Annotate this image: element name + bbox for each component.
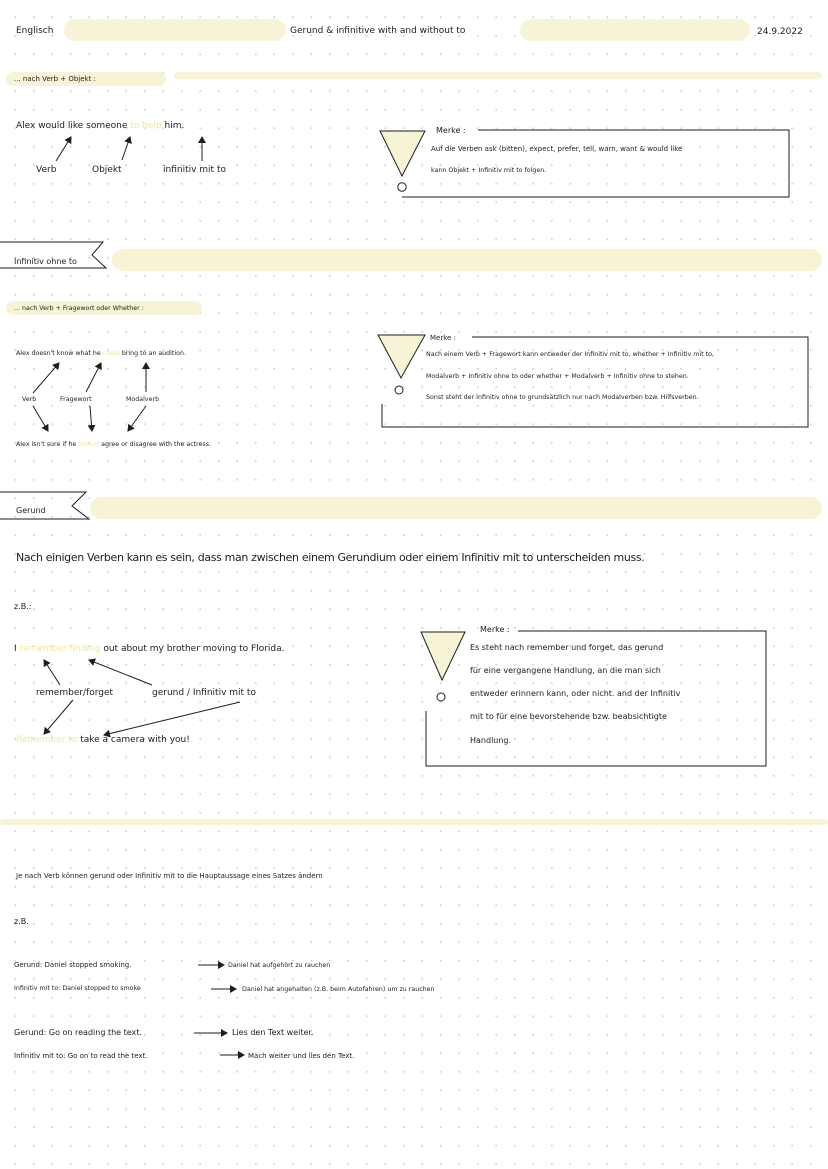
note3-title: Merke : — [480, 625, 510, 634]
note1-line1: Auf die Verben ask (bitten), expect, prefer, tell, warn, want & would like — [431, 145, 683, 153]
arrow — [89, 660, 152, 685]
example-label: Gerund: — [14, 961, 43, 969]
section2-banner-frame — [0, 242, 106, 268]
section2-banner-label: Infinitiv ohne to — [14, 257, 77, 266]
note3-box — [421, 631, 766, 766]
section4-arrows — [194, 965, 244, 1055]
note1-line2: kann Objekt + Infinitiv mit to folgen. — [431, 167, 547, 174]
highlighted-modal: should — [78, 441, 100, 448]
note-frame — [402, 130, 789, 197]
sentence-text: I — [14, 644, 17, 654]
warning-dot-icon — [437, 693, 445, 701]
warning-triangle-icon — [421, 632, 465, 680]
note3-line4: mit to für eine bevorstehende bzw. beabsichtigte — [470, 712, 667, 721]
note-frame — [382, 337, 808, 427]
example-english: Go on reading the text. — [48, 1028, 142, 1037]
highlighted-infinitive: to help — [130, 121, 162, 131]
label-question-word: Fragewort — [60, 396, 92, 403]
highlighted-infinitive: Remember to — [16, 735, 78, 745]
example4-translation: Mach weiter und lies den Text. — [248, 1052, 355, 1060]
example2-translation: Daniel hat angehalten (z.B. beim Autofahren) um zu rauchen — [242, 986, 435, 993]
example3-translation: Lies den Text weiter. — [232, 1028, 314, 1037]
sentence-text: take a camera with you! — [80, 735, 190, 745]
arrow — [44, 700, 73, 734]
arrow — [122, 137, 130, 160]
page-date: 24.9.2022 — [757, 27, 803, 37]
arrow — [33, 363, 59, 393]
label-object: Objekt — [92, 165, 122, 175]
example-english: Daniel stopped to smoke — [62, 985, 141, 992]
note3-line3: entweder erinnern kann, oder nicht. and der Infinitiv — [470, 689, 681, 698]
example-label: Gerund: — [14, 1028, 47, 1037]
section3-banner-label: Gerund — [16, 506, 46, 515]
section3-arrows — [44, 660, 240, 735]
highlighted-modal: could — [102, 350, 120, 357]
sentence-text: agree or disagree with the actress. — [101, 441, 212, 448]
note2-line1: Nach einem Verb + Fragewort kann entweder der Infinitiv mit to, whether + Infinitiv mit to, — [426, 351, 714, 358]
arrow — [128, 406, 146, 431]
section3-banner-frame — [0, 492, 89, 519]
label-verb: Verb — [36, 165, 57, 175]
sentence-text: Alex isn't sure if he — [16, 441, 77, 448]
example1-translation: Daniel hat aufgehört zu rauchen — [228, 962, 331, 969]
section1-arrows — [56, 137, 202, 161]
arrow — [104, 702, 240, 735]
section2-arrows — [33, 363, 146, 431]
warning-dot-icon — [395, 386, 403, 394]
example-label: Infinitiv mit to: — [14, 985, 61, 992]
sentence-text: out about my brother moving to Florida. — [103, 644, 285, 654]
warning-triangle-icon — [378, 335, 425, 378]
note3-line5: Handlung. — [470, 736, 512, 745]
note3-line2: für eine vergangene Handlung, an die man sich — [470, 666, 661, 675]
sentence-text: Alex would like someone — [16, 121, 128, 131]
subject-label: Englisch — [16, 26, 54, 36]
page-title: Gerund & infinitive with and without to — [290, 26, 466, 36]
note2-box — [378, 335, 808, 427]
example-english: Daniel stopped smoking. — [44, 961, 132, 969]
note3-line1: Es steht nach remember und forget, das gerund — [470, 643, 664, 652]
sentence-text: Alex doesn't know what he — [16, 350, 101, 357]
arrow — [86, 363, 101, 392]
note1-title: Merke : — [436, 126, 466, 135]
arrow — [33, 406, 48, 431]
sentence-text: him. — [164, 121, 185, 131]
section4-intro: Je nach Verb können gerund oder Infinitiv mit to die Hauptaussage eines Satzes ändern — [16, 872, 323, 880]
note2-line2: Modalverb + Infinitiv ohne to oder whether + Modalverb + Infinitiv ohne to stehen. — [426, 373, 689, 380]
example-label: Infinitiv mit to: — [14, 1052, 66, 1060]
warning-dot-icon — [398, 183, 406, 191]
label-gerund-infinitive: gerund / Infinitiv mit to — [152, 688, 256, 698]
arrow — [90, 406, 92, 431]
note-frame — [426, 631, 766, 766]
section3-intro: Nach einigen Verben kann es sein, dass man zwischen einem Gerundium oder einem Infinitiv mit to unterscheiden muss. — [16, 551, 645, 564]
sentence-text: bring to an audition. — [121, 350, 186, 357]
arrow — [56, 137, 71, 161]
label-verb-2: Verb — [22, 396, 37, 403]
section3-zb: z.B.: — [14, 602, 32, 611]
arrow — [44, 660, 60, 685]
label-infinitive: infinitiv mit to — [163, 165, 226, 175]
section1-heading: ... nach Verb + Objekt : — [14, 75, 96, 83]
note2-title: Merke : — [430, 334, 456, 342]
warning-triangle-icon — [380, 131, 425, 176]
label-remember-forget: remember/forget — [36, 688, 114, 698]
note2-line3: Sonst steht der Infinitiv ohne to grundsätzlich nur nach Modalverben bzw. Hilfsverben. — [426, 394, 699, 401]
label-modal: Modalverb — [126, 396, 160, 403]
section4-zb: z.B. — [14, 917, 29, 926]
example-english: Go on to read the text. — [67, 1052, 148, 1060]
highlighted-gerund: remember finding — [19, 644, 101, 654]
section2-heading: ... nach Verb + Fragewort oder Whether : — [14, 305, 144, 312]
note1-box — [380, 130, 789, 197]
